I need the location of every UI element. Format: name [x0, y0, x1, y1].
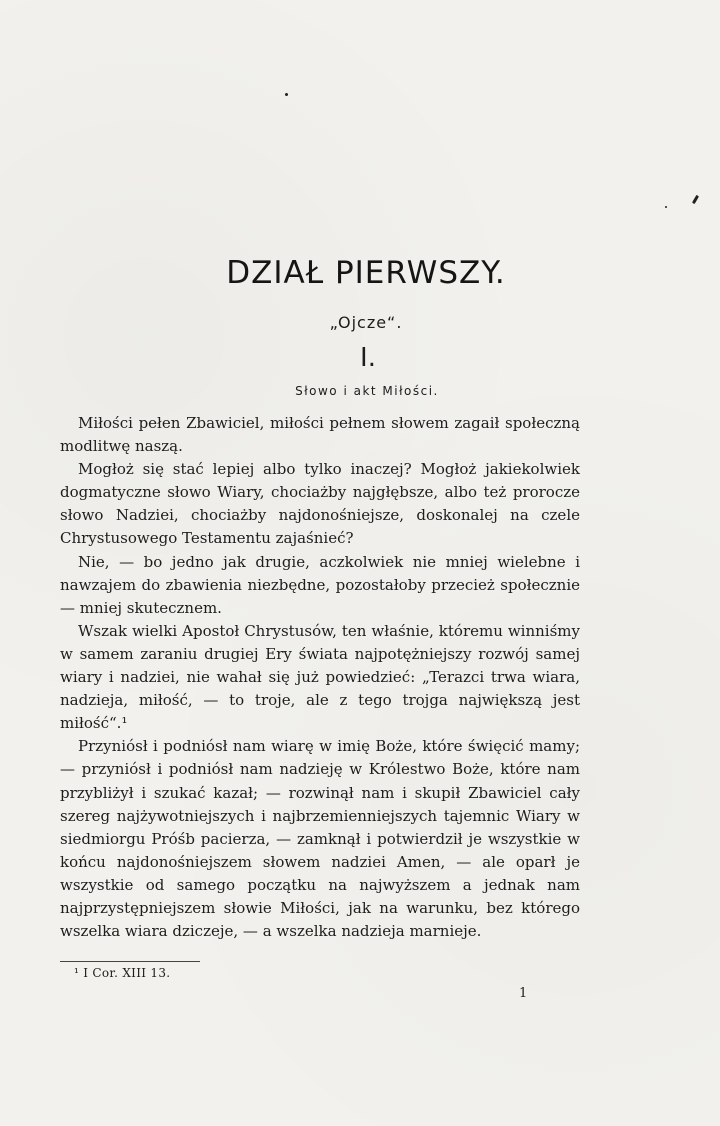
chapter-heading: DZIAŁ PIERWSZY.	[226, 255, 506, 291]
paragraph: Nie, — bo jedno jak drugie, aczkolwiek nie mniej wielebne i nawzajem do zbawienia niezbędne, pozostałoby przecież społecznie — mniej skutecznem.	[60, 552, 580, 617]
paragraph: Przyniósł i podniósł nam wiarę w imię Boże, które święcić mamy; — przyniósł i podniósł nam nadzieję w Królestwo Boże, które nam przybliżył i szukać kazał; — rozwinął nam i skupił Zbawiciel cały szereg najżywotniejszych i najbrzemienniejszych tajemnic Wiary w siedmiorgu Próśb pacierza, — zamknął i potwierdził je wszystkie w końcu najdonośniejszem słowem nadziei Amen, — ale oparł je wszystkie od samego początku na najwyższem a jednak nam najprzystępniejszem słowie Miłości, jak na warunku, bez którego wszelka wiara dziczeje, — a wszelka nadzieja marnieje.	[60, 737, 580, 941]
body-text	[60, 412, 580, 943]
page-number: 1	[519, 986, 528, 1001]
paragraph: Wszak wielki Apostoł Chrystusów, ten właśnie, któremu winniśmy w samem zaraniu drugiej Ery świata najpotężniejszy rozwój samej wiary i nadziei, nie wahał się już powiedzieć: „Terazci trwa wiara, nadzieja, miłość, — to troje, ale z tego trojga największą jest miłość“.¹	[60, 621, 580, 733]
paragraph: Mogłoż się stać lepiej albo tylko inaczej? Mogłoż jakiekolwiek dogmatyczne słowo Wiary, chociażby najgłębsze, albo też prorocze słowo Nadziei, chociażby najdonośniejsze, doskonalej na czele Chrystusowego Testamentu zajaśnieć?	[60, 460, 580, 548]
ink-speck	[665, 206, 667, 208]
ink-speck	[692, 195, 699, 204]
section-title: Słowo i akt Miłości.	[295, 384, 439, 398]
chapter-subheading: „Ojcze“.	[329, 313, 403, 332]
section-number: I.	[360, 343, 376, 373]
footnote-divider	[60, 961, 200, 962]
footnote: ¹ I Cor. XIII 13.	[74, 966, 171, 980]
paragraph: Miłości pełen Zbawiciel, miłości pełnem słowem zagaił społeczną modlitwę naszą.	[60, 414, 580, 456]
ink-speck	[285, 93, 288, 96]
